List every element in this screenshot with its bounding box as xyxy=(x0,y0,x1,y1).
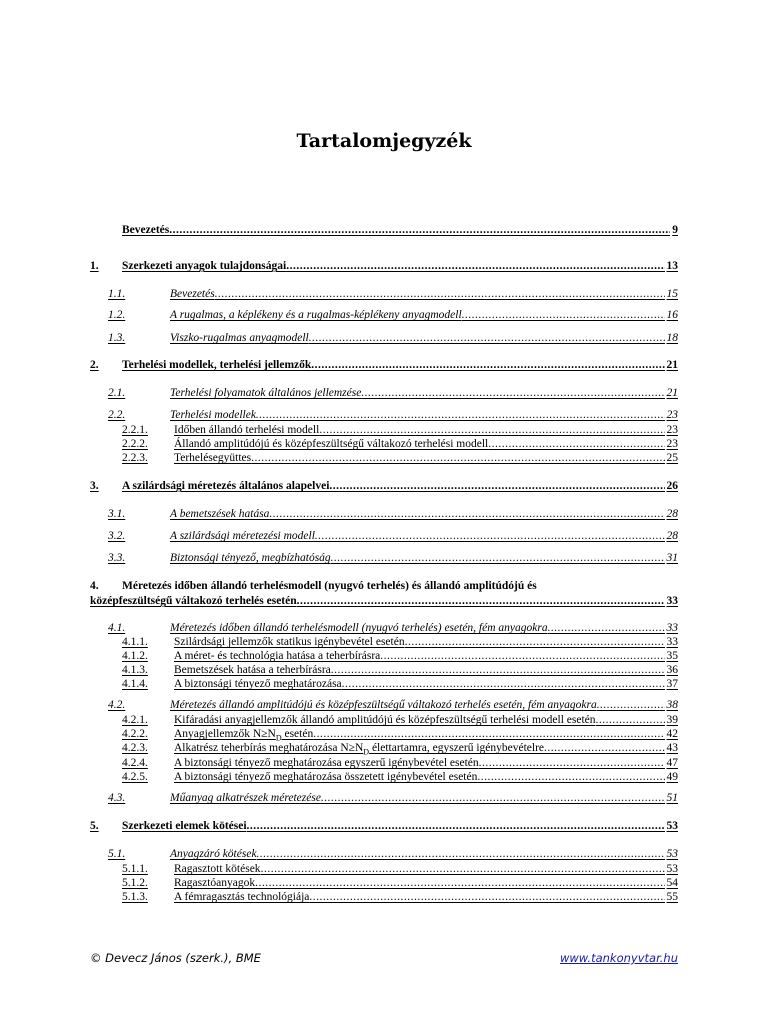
toc-entry-page-number: 43 xyxy=(666,742,678,754)
toc-entry-label: Méretezés állandó amplitúdójú és középfeszültségű váltakozó terhelés esetén, fém anyagokra xyxy=(170,699,597,711)
toc-entry-label: Időben állandó terhelési modell xyxy=(174,424,320,436)
toc-entry-page-number: 53 xyxy=(666,848,678,860)
toc-entry[interactable] xyxy=(90,550,678,566)
toc-entry-page-number: 21 xyxy=(666,387,678,399)
toc-entry-page-number: 36 xyxy=(666,664,678,676)
toc-entry-number: 5.1.1. xyxy=(122,863,148,875)
toc-leader-dots xyxy=(544,740,664,756)
toc-leader-dots xyxy=(321,790,665,806)
toc-entry[interactable] xyxy=(90,258,678,274)
toc-entry-page-number: 51 xyxy=(666,792,678,804)
toc-entry-label: Szerkezeti anyagok tulajdonságai xyxy=(122,260,287,272)
toc-entry-label: A bemetszések hatása xyxy=(170,508,270,520)
toc-entry-label: A biztonsági tényező meghatározása xyxy=(174,678,342,690)
toc-entry-label: A fémragasztás technológiája xyxy=(174,891,310,903)
toc-entry-label: Ragasztóanyagok xyxy=(174,877,256,889)
toc-entry-number: 3. xyxy=(90,480,99,492)
toc-entry-number: 4.1.3. xyxy=(122,664,148,676)
toc-entry-page-number: 53 xyxy=(666,820,678,832)
toc-entry-page-number: 33 xyxy=(666,622,678,634)
toc-leader-dots xyxy=(286,258,664,274)
toc-entry-number: 3.3. xyxy=(108,552,126,564)
toc-entry-subscript: D xyxy=(363,747,370,757)
toc-leader-dots xyxy=(311,357,664,373)
toc-leader-dots xyxy=(309,889,664,905)
toc-entry-label: A szilárdsági méretezési modell xyxy=(170,530,315,542)
toc-leader-dots xyxy=(361,385,664,401)
toc-entry-page-number: 9 xyxy=(672,224,678,236)
toc-entry-page-number: 33 xyxy=(666,636,678,648)
toc-entry[interactable] xyxy=(90,222,678,238)
toc-entry-page-number: 31 xyxy=(666,552,678,564)
toc-entry-number: 2.2.3. xyxy=(122,452,148,464)
toc-entry-number: 4.2.4. xyxy=(122,757,148,769)
toc-entry-page-number: 53 xyxy=(666,863,678,875)
toc-entry-number: 4.1.4. xyxy=(122,678,148,690)
toc-entry-page-number: 15 xyxy=(666,288,678,300)
toc-entry-label: A biztonsági tényező meghatározása összetett igénybevétel esetén xyxy=(174,771,478,783)
toc-entry[interactable] xyxy=(90,385,678,401)
toc-entry-label: Terhelési modellek, terhelési jellemzők xyxy=(122,359,312,371)
toc-entry-page-number: 23 xyxy=(666,424,678,436)
toc-entry-label: Állandó amplitúdójú és középfeszültségű váltakozó terhelési modell xyxy=(174,438,489,450)
toc-entry-label: Alkatrész teherbírás meghatározása $N\ge N_D$ élettartamra, egyszerű igénybevételre xyxy=(174,742,545,757)
toc-leader-dots xyxy=(169,222,670,238)
toc-entry-label: Biztonsági tényező, megbízhatóság xyxy=(170,552,331,564)
toc-entry-label: Bevezetés xyxy=(122,224,170,236)
toc-entry-number: 4.1.2. xyxy=(122,650,148,662)
toc-entry[interactable] xyxy=(90,307,678,323)
toc-entry-page-number: 38 xyxy=(666,699,678,711)
toc-entry[interactable] xyxy=(90,676,678,692)
toc-entry-page-number: 37 xyxy=(666,678,678,690)
toc-entry-number: 4.2. xyxy=(108,699,126,711)
toc-entry-label: középfeszültségű váltakozó terhelés esetén xyxy=(90,595,297,607)
toc-entry-label: Terhelési modellek xyxy=(170,409,256,421)
page-footer xyxy=(90,951,678,967)
toc-entry-label: A biztonsági tényező meghatározása egyszerű igénybevétel esetén xyxy=(174,757,479,769)
toc-entry[interactable] xyxy=(90,407,678,423)
toc-entry-subscript: D xyxy=(275,733,282,743)
toc-entry-number: 3.2. xyxy=(108,530,126,542)
toc-entry-number: 3.1. xyxy=(108,508,126,520)
toc-entry[interactable] xyxy=(90,506,678,522)
toc-entry[interactable] xyxy=(90,697,678,713)
toc-entry-page-number: 23 xyxy=(666,438,678,450)
toc-entry-number: 1.3. xyxy=(108,332,126,344)
toc-entry-number: 4.2.5. xyxy=(122,771,148,783)
toc-entry-number: 1. xyxy=(90,260,99,272)
toc-entry-label: Viszko-rugalmas anyagmodell xyxy=(170,332,309,344)
toc-entry-number: 4.3. xyxy=(108,792,126,804)
toc-entry-page-number: 18 xyxy=(666,332,678,344)
toc-entry-number: 1.1. xyxy=(108,288,126,300)
toc-entry-label: Bevezetés xyxy=(170,288,215,300)
toc-entry-page-number: 28 xyxy=(666,530,678,542)
toc-entry-label: Műanyag alkatrészek méretezése xyxy=(170,792,321,804)
toc-leader-dots xyxy=(597,697,665,713)
toc-entry-page-number: 13 xyxy=(666,260,678,272)
toc-entry-number: 1.2. xyxy=(108,309,126,321)
toc-entry-number: 5.1. xyxy=(108,848,126,860)
page-title: Tartalomjegyzék xyxy=(296,130,472,152)
toc-entry-label: Méretezés időben állandó terhelésmodell (nyugvó terhelés) esetén, fém anyagokra xyxy=(170,622,548,634)
toc-entry-page-number: 21 xyxy=(666,359,678,371)
toc-entry-label: Méretezés időben állandó terhelésmodell (nyugvó terhelés) és állandó amplitúdójú és xyxy=(122,580,537,592)
toc-entry[interactable] xyxy=(90,478,678,494)
toc-entry-label: Kifáradási anyagjellemzők állandó amplitúdójú és középfeszültségű terhelési modell esetén xyxy=(174,714,596,726)
toc-entry[interactable] xyxy=(90,790,678,806)
toc-entry[interactable] xyxy=(90,528,678,544)
toc-leader-dots xyxy=(342,676,665,692)
toc-entry-label: A rugalmas, a képlékeny és a rugalmas-képlékeny anyagmodell xyxy=(170,309,462,321)
toc-entry-label: Anyagzáró kötések xyxy=(170,848,257,860)
toc-entry-label: Terhelési folyamatok általános jellemzése xyxy=(170,387,362,399)
toc-entry-number: 4.2.2. xyxy=(122,728,148,740)
toc-entry[interactable] xyxy=(90,769,678,785)
toc-entry-label: Bemetszések hatása a teherbírásra xyxy=(174,664,331,676)
toc-entry-page-number: 16 xyxy=(666,309,678,321)
toc-entry[interactable] xyxy=(90,846,678,862)
toc-entry-page-number: 47 xyxy=(666,757,678,769)
toc-entry-number: 4.1.1. xyxy=(122,636,148,648)
toc-leader-dots xyxy=(297,593,665,609)
toc-entry-number: 2.2.1. xyxy=(122,424,148,436)
toc-leader-dots xyxy=(269,506,664,522)
toc-entry-page-number: 35 xyxy=(666,650,678,662)
toc-leader-dots xyxy=(462,307,665,323)
toc-entry-page-number: 55 xyxy=(666,891,678,903)
toc-entry-number: 5.1.3. xyxy=(122,891,148,903)
toc-leader-dots xyxy=(329,478,664,494)
toc-entry[interactable] xyxy=(90,889,678,905)
toc-entry[interactable] xyxy=(90,818,678,834)
toc-entry-page-number: 25 xyxy=(666,452,678,464)
toc-entry-label: A szilárdsági méretezés általános alapelvei xyxy=(122,480,330,492)
toc-entry-number: 5. xyxy=(90,820,99,832)
toc-leader-dots xyxy=(315,528,665,544)
toc-entry-page-number: 26 xyxy=(666,480,678,492)
toc-entry-number: 2.2.2. xyxy=(122,438,148,450)
toc-entry[interactable] xyxy=(90,357,678,373)
toc-entry[interactable] xyxy=(90,740,678,756)
toc-entry-page-number: 54 xyxy=(666,877,678,889)
toc-entry-label: Szerkezeti elemek kötései xyxy=(122,820,247,832)
toc-entry[interactable] xyxy=(90,450,678,466)
toc-entry-label: A méret- és technológia hatása a teherbírásra xyxy=(174,650,381,662)
toc-entry-page-number: 33 xyxy=(666,595,678,607)
toc-leader-dots xyxy=(247,818,665,834)
footer-website-link[interactable]: www.tankonyvtar.hu xyxy=(559,951,678,965)
toc-entry-number: 4. xyxy=(90,580,99,592)
toc-entry[interactable] xyxy=(90,286,678,302)
toc-leader-dots xyxy=(251,450,664,466)
toc-entry-page-number: 42 xyxy=(666,728,678,740)
toc-leader-dots xyxy=(331,550,665,566)
toc-entry-number: 2.2. xyxy=(108,409,126,421)
toc-entry-number: 2.1. xyxy=(108,387,126,399)
toc-leader-dots xyxy=(477,769,664,785)
toc-entry-label: Ragasztott kötések xyxy=(174,863,261,875)
toc-entry-number: 2. xyxy=(90,359,99,371)
toc-entry-page-number: 49 xyxy=(666,771,678,783)
toc-leader-dots xyxy=(215,286,665,302)
toc-entry-page-number: 39 xyxy=(666,714,678,726)
toc-entry-page-number: 23 xyxy=(666,409,678,421)
toc-entry[interactable] xyxy=(90,593,678,609)
footer-copyright: © Devecz János (szerk.), BME xyxy=(90,951,261,965)
toc-entry-page-number: 28 xyxy=(666,508,678,520)
toc-entry-heading-line xyxy=(90,578,678,594)
toc-entry-number: 4.1. xyxy=(108,622,126,634)
toc-leader-dots xyxy=(257,846,665,862)
toc-entry-label: Terhelésegyüttes xyxy=(174,452,252,464)
toc-leader-dots xyxy=(256,407,665,423)
toc-leader-dots xyxy=(309,330,665,346)
toc-entry-number: 5.1.2. xyxy=(122,877,148,889)
toc-entry[interactable] xyxy=(90,330,678,346)
toc-entry-number: 4.2.3. xyxy=(122,742,148,754)
toc-entry-label: Anyagjellemzők $N\ge N_D$ esetén xyxy=(174,728,314,743)
toc-entry-number: 4.2.1. xyxy=(122,714,148,726)
toc-entry-label: Szilárdsági jellemzők statikus igénybevétel esetén xyxy=(174,636,405,648)
